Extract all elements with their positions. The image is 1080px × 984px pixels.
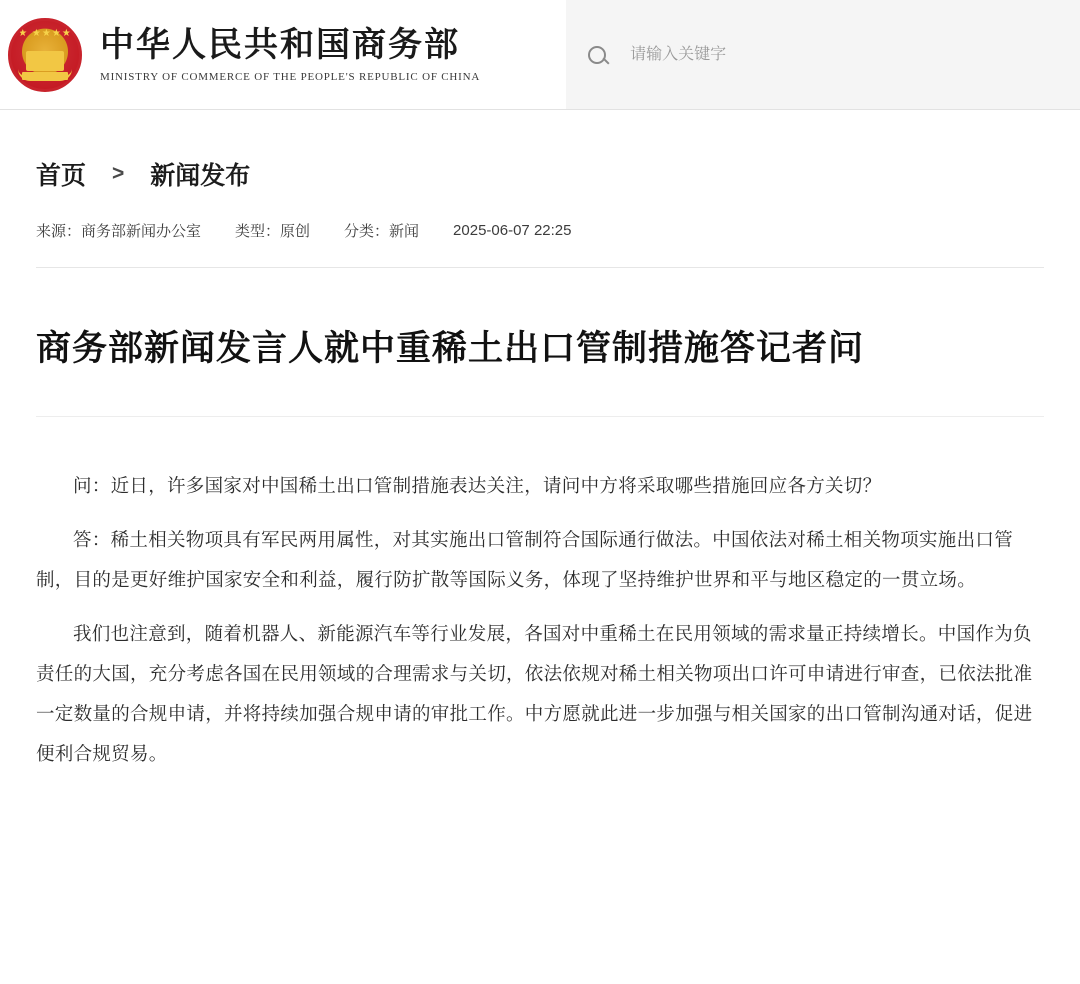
search-box[interactable] <box>566 0 1080 109</box>
breadcrumb-current[interactable]: 新闻发布 <box>150 162 251 190</box>
meta-source: 来源：商务部新闻办公室 <box>36 223 202 240</box>
article-meta <box>36 220 1044 268</box>
national-emblem-icon <box>8 18 82 92</box>
search-area <box>566 0 1080 109</box>
emblem-gate <box>26 51 64 71</box>
breadcrumb-separator-icon: > <box>112 162 125 185</box>
search-icon[interactable] <box>588 46 606 64</box>
article-body <box>36 440 1044 774</box>
site-header <box>0 0 1080 110</box>
brand-title-cn: 中华人民共和国商务部 <box>100 25 460 64</box>
meta-type: 类型：原创 <box>235 223 311 240</box>
page-title: 商务部新闻发言人就中重稀土出口管制措施答记者问 <box>36 291 1044 417</box>
article-paragraph: 我们也注意到，随着机器人、新能源汽车等行业发展，各国对中重稀土在民用领域的需求量正持续增长。中国作为负责任的大国，充分考虑各国在民用领域的合理需求与关切，依法依规对稀土相关物项出口许可申请进行审查，已依法批准一定数量的合规申请，并将持续加强合规申请的审批工作。中方愿就此进一步加强与相关国家的出口管制沟通对话，促进便利合规贸易。 <box>36 623 1033 765</box>
brand-text <box>100 26 480 83</box>
page-content <box>0 110 1080 774</box>
meta-category: 分类：新闻 <box>344 223 420 240</box>
meta-datetime: 2025-06-07 22:25 <box>453 222 572 239</box>
breadcrumb <box>36 110 1044 220</box>
emblem-cogs <box>18 69 72 81</box>
article-paragraph: 答：稀土相关物项具有军民两用属性，对其实施出口管制符合国际通行做法。中国依法对稀土相关物项实施出口管制，目的是更好维护国家安全和利益，履行防扩散等国际义务，体现了坚持维护世界和平与地区稳定的一贯立场。 <box>36 529 1014 591</box>
article-paragraph: 问：近日，许多国家对中国稀土出口管制措施表达关注，请问中方将采取哪些措施回应各方关切？ <box>73 475 882 497</box>
search-input[interactable] <box>628 45 1058 65</box>
brand-title-en: MINISTRY OF COMMERCE OF THE PEOPLE'S REPUBLIC OF CHINA <box>100 71 481 84</box>
brand-block[interactable] <box>0 0 480 109</box>
emblem-stars: ★ ★★★★ <box>18 27 72 39</box>
breadcrumb-home[interactable]: 首页 <box>36 162 87 190</box>
